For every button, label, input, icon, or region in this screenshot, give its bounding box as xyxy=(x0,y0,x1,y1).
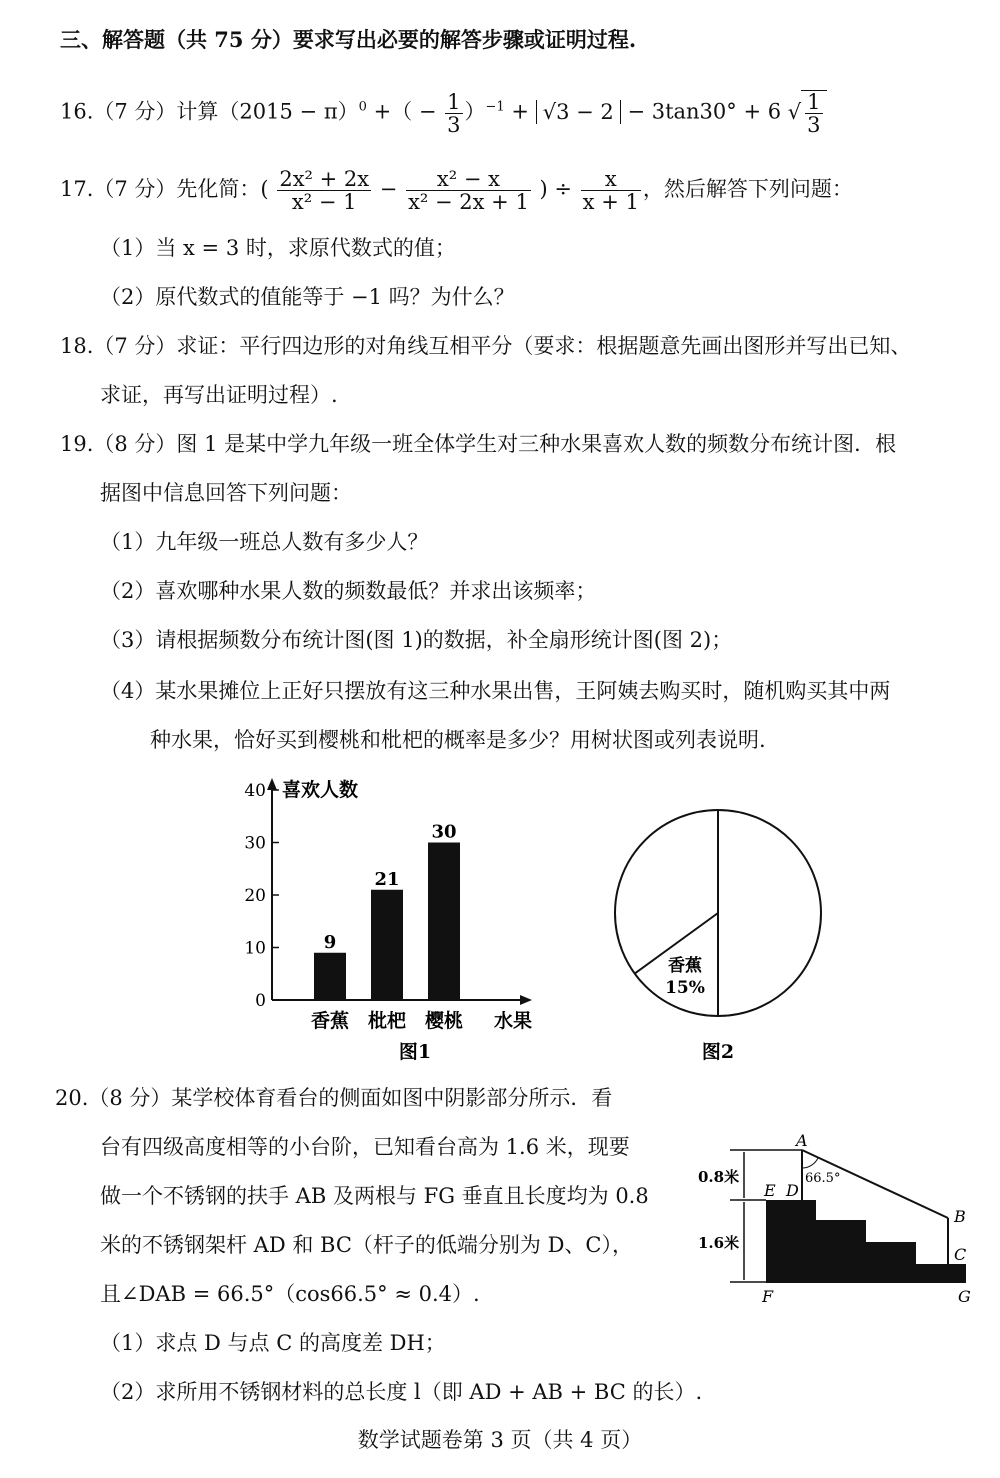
slice-percent: 15% xyxy=(665,978,705,998)
question-20-line2: 台有四级高度相等的小台阶，已知看台高为 1.6 米，现要 xyxy=(100,1135,630,1159)
point-G: G xyxy=(958,1287,971,1306)
y-axis-arrow xyxy=(267,778,277,790)
question-20-line3: 做一个不锈钢的扶手 AB 及两根与 FG 垂直且长度均为 0.8 xyxy=(100,1184,649,1208)
q17-part2: （2）原代数式的值能等于 −1 吗？为什么？ xyxy=(100,285,515,309)
section-header: 三、解答题（共 75 分）要求写出必要的解答步骤或证明过程. xyxy=(60,27,637,52)
question-18-line2: 求证，再写出证明过程）. xyxy=(100,383,338,407)
x-axis-label: 水果 xyxy=(494,1010,533,1032)
slice-label: 香蕉 xyxy=(668,956,702,976)
question-19-line1: 19.（8 分）图 1 是某中学九年级一班全体学生对三种水果喜欢人数的频数分布统计图．根 xyxy=(60,432,897,456)
question-17: 17.（7 分）先化简：( $\frac{\text{2x² + 2x}}{\text{x² − 1}}$ − $\frac{\text{x² − x}}{\text{x² − 2x + 1}}$ ) ÷ $\frac{x}{x + 1}$ ，然后解答下列问题： xyxy=(60,167,853,214)
figure-caption: 图1 xyxy=(398,1041,432,1063)
height-label-upper: 0.8米 xyxy=(698,1168,740,1186)
bar-value-label: 9 xyxy=(323,931,337,953)
point-B: B xyxy=(954,1207,966,1226)
question-20-line5: 且∠DAB = 66.5°（cos66.5° ≈ 0.4）. xyxy=(100,1282,480,1306)
bar xyxy=(314,953,346,1000)
q19-part4-line2: 种水果，恰好买到樱桃和枇杷的概率是多少？用树状图或列表说明. xyxy=(150,728,766,752)
bar-value-label: 21 xyxy=(374,868,400,890)
q19-part1: （1）九年级一班总人数有多少人？ xyxy=(100,530,429,554)
y-tick-label: 0 xyxy=(255,991,266,1011)
y-tick-label: 10 xyxy=(244,938,266,959)
point-E: E xyxy=(764,1181,776,1200)
point-A: A xyxy=(796,1131,808,1150)
category-label: 香蕉 xyxy=(310,1010,350,1032)
question-18-line1: 18.（7 分）求证：平行四边形的对角线互相平分（要求：根据题意先画出图形并写出已知、 xyxy=(60,334,912,358)
question-16: 16.（7 分）计算$(2015 - \pi)^0$ +（ − $\frac{1}{3}$ ）$^{-1}$ + √3 − 2 − 3tan30° + 6 √ $\frac{1}{3}$ xyxy=(60,90,827,136)
y-axis-label: 喜欢人数 xyxy=(282,779,359,801)
bar xyxy=(371,890,403,1000)
y-tick-label: 40 xyxy=(244,781,266,801)
y-tick-label: 20 xyxy=(244,886,266,906)
bar-chart xyxy=(230,770,550,1070)
q19-part3: （3）请根据频数分布统计图(图 1)的数据，补全扇形统计图(图 2)； xyxy=(100,628,733,652)
q20-part2: （2）求所用不锈钢材料的总长度 l（即 AD + AB + BC 的长）. xyxy=(100,1380,703,1404)
q17-part1: （1）当 x = 3 时，求原代数式的值； xyxy=(100,236,456,260)
height-label-lower: 1.6米 xyxy=(698,1234,740,1252)
q20-part1: （1）求点 D 与点 C 的高度差 DH； xyxy=(100,1331,446,1355)
q19-part4-line1: （4）某水果摊位上正好只摆放有这三种水果出售，王阿姨去购买时，随机购买其中两 xyxy=(100,679,891,703)
x-axis-arrow xyxy=(520,995,532,1005)
bar-value-label: 30 xyxy=(431,821,457,843)
q19-part2: （2）喜欢哪种水果人数的频数最低？并求出该频率； xyxy=(100,579,597,603)
category-label: 枇杷 xyxy=(367,1010,407,1032)
point-F: F xyxy=(762,1287,774,1306)
category-label: 樱桃 xyxy=(424,1010,464,1032)
y-tick-label: 30 xyxy=(244,833,266,854)
pie-chart xyxy=(600,795,840,1070)
angle-arc xyxy=(802,1158,818,1168)
question-20-line1: 20.（8 分）某学校体育看台的侧面如图中阴影部分所示．看 xyxy=(55,1086,613,1110)
question-20-line4: 米的不锈钢架杆 AD 和 BC（杆子的低端分别为 D、C）， xyxy=(100,1233,633,1257)
bar xyxy=(428,843,460,1001)
question-19-line2: 据图中信息回答下列问题： xyxy=(100,481,352,505)
point-D: D xyxy=(786,1181,799,1200)
stand-diagram xyxy=(690,1130,980,1310)
figure-caption: 图2 xyxy=(701,1041,735,1063)
page-footer: 数学试题卷第 3 页（共 4 页） xyxy=(357,1428,643,1452)
point-C: C xyxy=(954,1245,967,1264)
angle-label: 66.5° xyxy=(805,1171,841,1186)
